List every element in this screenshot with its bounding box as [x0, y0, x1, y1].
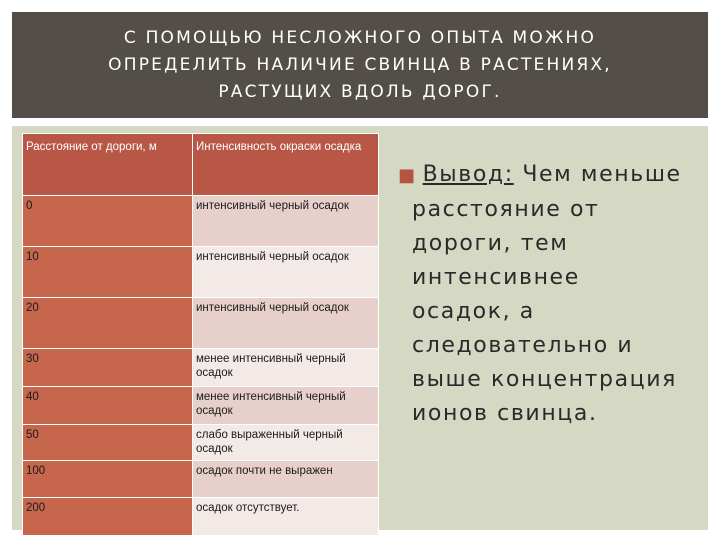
cell-intensity: интенсивный черный осадок: [193, 247, 379, 298]
cell-intensity: интенсивный черный осадок: [193, 196, 379, 247]
cell-distance: 100: [23, 461, 193, 498]
table-header-row: [23, 134, 379, 196]
conclusion-line: Чем меньше: [522, 162, 682, 187]
bullet-icon: ■: [398, 165, 417, 186]
conclusion-line: расстояние от: [412, 197, 600, 222]
cell-intensity: осадок почти не выражен: [193, 461, 379, 498]
title-line: С ПОМОЩЬЮ НЕСЛОЖНОГО ОПЫТА МОЖНО: [123, 27, 597, 48]
cell-distance: 0: [23, 196, 193, 247]
table-row: [23, 387, 379, 425]
conclusion-line: следовательно и: [412, 333, 634, 358]
cell-distance: 20: [23, 298, 193, 349]
cell-intensity: менее интенсивный черный осадок: [193, 387, 379, 425]
table-row: [23, 247, 379, 298]
cell-distance: 10: [23, 247, 193, 298]
title-bar: [12, 12, 708, 118]
conclusion-line: дороги, тем: [412, 231, 569, 256]
conclusion-line: интенсивнее: [412, 265, 580, 290]
results-table: [22, 133, 379, 536]
cell-distance: 40: [23, 387, 193, 425]
table-row: [23, 298, 379, 349]
conclusion-line: ионов свинца.: [412, 401, 598, 426]
cell-distance: 50: [23, 425, 193, 461]
table-row: [23, 498, 379, 536]
header-distance: Расстояние от дороги, м: [23, 134, 193, 196]
conclusion-label: Вывод:: [422, 162, 514, 187]
title-line: РАСТУЩИХ ВДОЛЬ ДОРОГ.: [218, 81, 502, 102]
content-area: [12, 126, 708, 530]
cell-intensity: слабо выраженный черный осадок: [193, 425, 379, 461]
table-row: [23, 425, 379, 461]
conclusion-line: выше концентрация: [412, 367, 677, 392]
header-intensity: Интенсивность окраски осадка: [193, 134, 379, 196]
cell-intensity: осадок отсутствует.: [193, 498, 379, 536]
conclusion-line: осадок, а: [412, 299, 535, 324]
cell-intensity: менее интенсивный черный осадок: [193, 349, 379, 387]
cell-distance: 200: [23, 498, 193, 536]
slide-title: [88, 21, 632, 110]
table-row: [23, 196, 379, 247]
conclusion-text: [398, 158, 698, 431]
cell-distance: 30: [23, 349, 193, 387]
cell-intensity: интенсивный черный осадок: [193, 298, 379, 349]
table-row: [23, 349, 379, 387]
table-row: [23, 461, 379, 498]
title-line: ОПРЕДЕЛИТЬ НАЛИЧИЕ СВИНЦА В РАСТЕНИЯХ,: [108, 54, 612, 75]
